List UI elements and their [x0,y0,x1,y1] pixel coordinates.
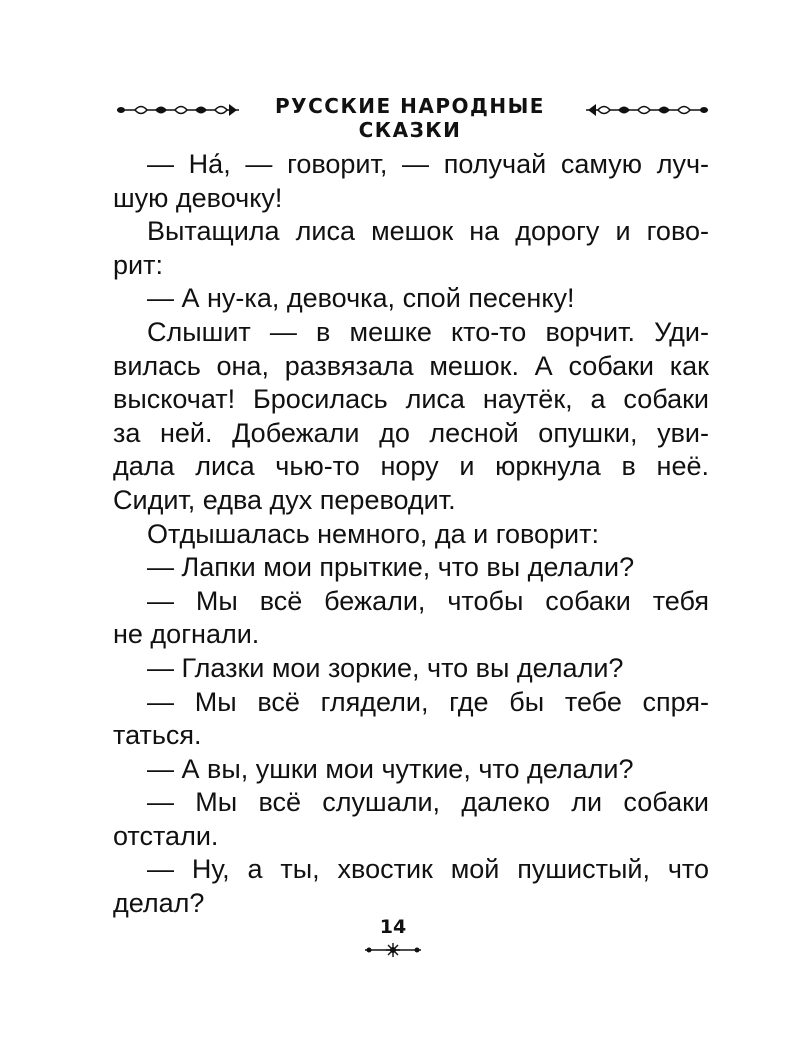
text-line: Вытащила лиса мешок на дорогу и гово- [147,216,709,247]
running-header [0,92,786,142]
text-line: выскочат! Бросилась лиса наутёк, а собаки [113,384,709,415]
text-line: — Глазки мои зоркие, что вы делали? [147,652,624,683]
text-line: — А ну-ка, девочка, спой песенку! [147,283,575,314]
text-line: — На́, — говорит, — получай самую луч- [147,149,709,179]
text-line: Отдышалась немного, да и говорит: [147,518,599,549]
flower-ornament-icon [363,942,423,958]
text-line: — Мы всё глядели, где бы тебе спря- [147,686,709,717]
running-header-title: РУССКИЕ НАРОДНЫЕ СКАЗКИ [275,94,545,142]
left-vine-ornament-icon [115,100,241,120]
page-number: 14 [379,916,407,938]
text-line: отстали. [113,820,219,851]
text-line: делал? [113,888,205,919]
text-line: за ней. Добежали до лесной опушки, уви- [113,417,709,448]
right-vine-ornament-icon [584,100,710,120]
text-line: таться. [113,720,202,751]
text-line: дала лиса чью-то нору и юркнула в неё. [113,451,709,482]
text-line: — Мы всё бежали, чтобы собаки тебя [147,585,709,616]
text-line: — Лапки мои прыткие, что вы делали? [147,552,635,583]
text-line: шую девочку! [113,182,283,213]
text-line: рит: [113,249,163,280]
text-line: вилась она, развязала мешок. А собаки как [113,350,709,381]
text-line: Слышит — в мешке кто-то ворчит. Уди- [147,316,709,347]
text-line: не догнали. [113,619,260,650]
text-line: — Мы всё слушали, далеко ли собаки [147,787,709,818]
text-line: — А вы, ушки мои чуткие, что делали? [147,753,634,784]
text-line: — Ну, а ты, хвостик мой пушистый, что [147,854,709,885]
text-line: Сидит, едва дух переводит. [113,484,456,515]
story-text [113,148,709,921]
